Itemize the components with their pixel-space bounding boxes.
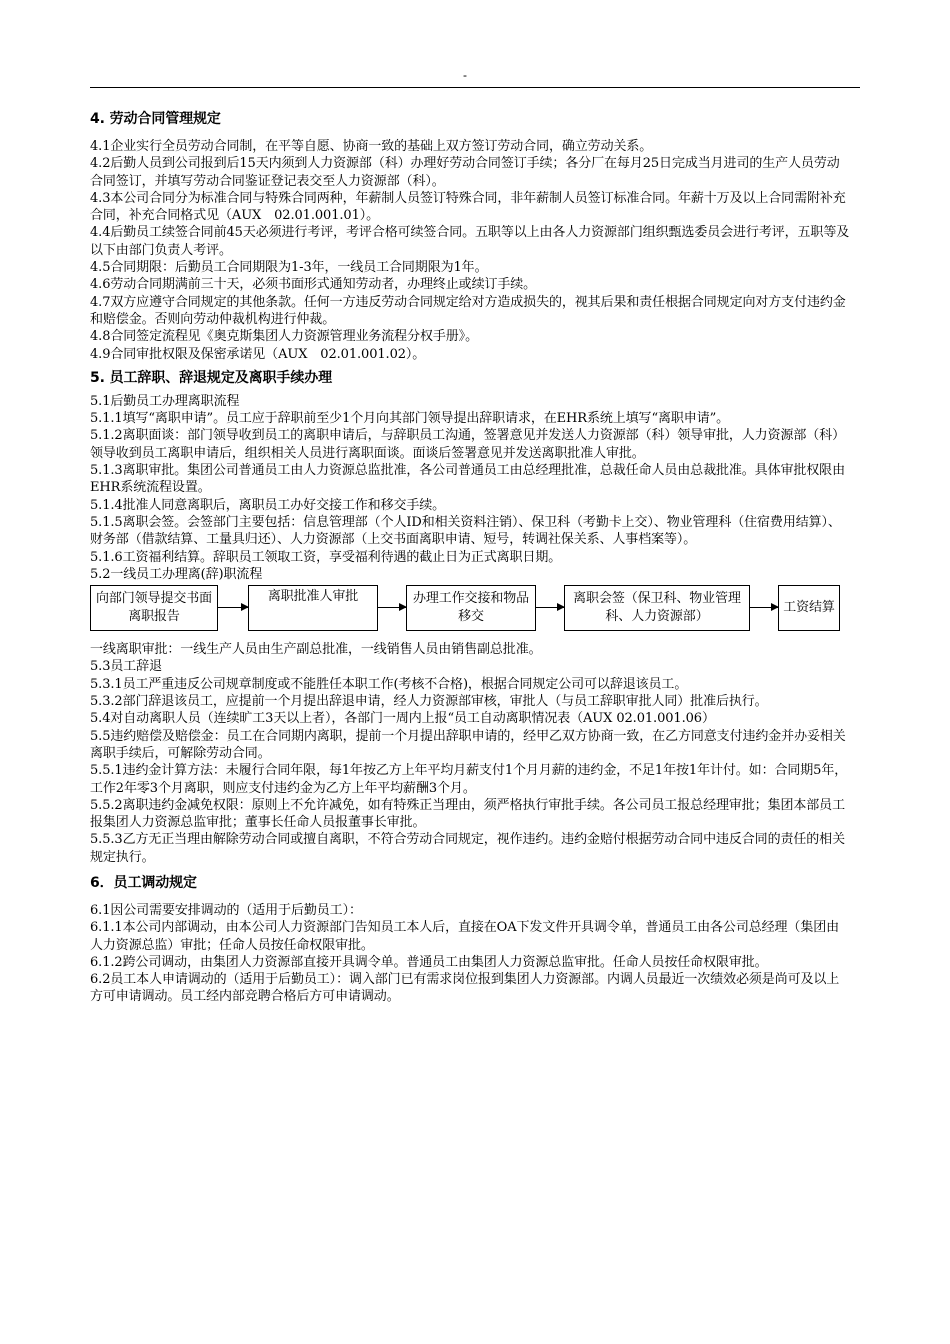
flow-arrow bbox=[750, 607, 778, 608]
paragraph-5-5-1: 5.5.1违约金计算方法：未履行合同年限，每1年按乙方上年平均月薪支付1个月月薪的违约金，不足1年按1年计付。如：合同期5年，工作2年零3个月离职，则应支付违约金为乙方上年平均薪酬3个月。 bbox=[90, 763, 848, 796]
flow-step-submit-report: 向部门领导提交书面离职报告 bbox=[90, 585, 218, 631]
paragraph-5-4: 5.4对自动离职人员（连续旷工3天以上者），各部门一周内上报“员工自动离职情况表（AUX 02.01.001.06） bbox=[90, 711, 715, 727]
paragraph-5-3-1: 5.3.1员工严重违反公司规章制度或不能胜任本职工作(考核不合格)，根据合同规定公司可以辞退该员工。 bbox=[90, 676, 688, 692]
paragraph-6-1: 6.1因公司需要安排调动的（适用于后勤员工）： bbox=[90, 902, 362, 918]
paragraph-5-2: 5.2一线员工办理离(辞)职流程 bbox=[90, 566, 263, 582]
paragraph-5-1-2: 5.1.2离职面谈：部门领导收到员工的离职申请后，与辞职员工沟通，签署意见并发送人力资源部（科）领导审批，人力资源部（科）领导收到员工离职申请后，组织相关人员进行离职面谈。面谈后签署意见并发送离职批准人审批。 bbox=[90, 428, 845, 461]
paragraph-5-1-1: 5.1.1填写“离职申请”。员工应于辞职前至少1个月向其部门领导提出辞职请求，在EHR系统上填写“离职申请”。 bbox=[90, 411, 730, 427]
flow-arrow bbox=[378, 607, 406, 608]
paragraph-4-7: 4.7双方应遵守合同规定的其他条款。任何一方违反劳动合同规定给对方造成损失的，视其后果和责任根据合同规定向对方支付违约金和赔偿金。否则向劳动仲裁机构进行仲裁。 bbox=[90, 294, 846, 327]
paragraph-5-5-3: 5.5.3乙方无正当理由解除劳动合同或擅自离职，不符合劳动合同规定，视作违约。违约金赔付根据劳动合同中违反合同的责任的相关规定执行。 bbox=[90, 832, 845, 865]
section-heading-5: 5. 员工辞职、辞退规定及离职手续办理 bbox=[90, 369, 333, 386]
paragraph-6-1-1: 6.1.1本公司内部调动，由本公司人力资源部门告知员工本人后，直接在OA下发文件开具调令单，普通员工由各公司总经理（集团由人力资源总监）审批；任命人员按任命权限审批。 bbox=[90, 920, 840, 953]
paragraph-4-5: 4.5合同期限：后勤员工合同期限为1-3年，一线员工合同期限为1年。 bbox=[90, 260, 488, 276]
paragraph-5-1-4: 5.1.4批准人同意离职后，离职员工办好交接工作和移交手续。 bbox=[90, 497, 446, 513]
flow-arrow bbox=[536, 607, 564, 608]
paragraph-4-2: 4.2后勤人员到公司报到后15天内须到人力资源部（科）办理好劳动合同签订手续；各分厂在每月25日完成当月进司的生产人员劳动合同签订，并填写劳动合同鉴证登记表交至人力资源部（科）。 bbox=[90, 156, 840, 189]
paragraph-5-1-6: 5.1.6工资福利结算。辞职员工领取工资，享受福利待遇的截止日为正式离职日期。 bbox=[90, 549, 562, 565]
paragraph-6-2: 6.2员工本人申请调动的（适用于后勤员工）：调入部门已有需求岗位报到集团人力资源部。内调人员最近一次绩效必须是尚可及以上方可申请调动。员工经内部竞聘合格后方可申请调动。 bbox=[90, 972, 840, 1005]
paragraph-5-3-2: 5.3.2部门辞退该员工，应提前一个月提出辞退申请，经人力资源部审核，审批人（与员工辞职审批人同）批准后执行。 bbox=[90, 694, 768, 710]
paragraph-5-1-5: 5.1.5离职会签。会签部门主要包括：信息管理部（个人ID和相关资料注销）、保卫科（考勤卡上交）、物业管理科（住宿费用结算）、财务部（借款结算、工量具归还）、人力资源部（上交书面离职申请、短号，转调社保关系、人事档案等）。 bbox=[90, 514, 841, 548]
paragraph-4-9: 4.9合同审批权限及保密承诺见（AUX 02.01.001.02）。 bbox=[90, 346, 426, 362]
paragraph-4-3: 4.3本公司合同分为标准合同与特殊合同两种，年薪制人员签订特殊合同，非年薪制人员签订标准合同。年薪十万及以上合同需附补充合同，补充合同格式见（AUX 02.01.001.01）。 bbox=[90, 190, 846, 224]
document-body bbox=[90, 110, 850, 1006]
section-heading-6: 6．员工调动规定 bbox=[90, 874, 197, 891]
flow-arrow bbox=[218, 607, 248, 608]
paragraph-5-5: 5.5违约赔偿及赔偿金：员工在合同期内离职，提前一个月提出辞职申请的，经甲乙双方协商一致，在乙方同意支付违约金并办妥相关离职手续后，可解除劳动合同。 bbox=[90, 728, 846, 761]
flow-step-approval: 离职批准人审批 bbox=[248, 585, 378, 631]
section-heading-4: 4. 劳动合同管理规定 bbox=[90, 111, 221, 127]
paragraph-5-1-3: 5.1.3离职审批。集团公司普通员工由人力资源总监批准，各公司普通员工由总经理批准，总裁任命人员由总裁批准。具体审批权限由EHR系统流程设置。 bbox=[90, 463, 845, 496]
header-rule bbox=[90, 87, 860, 88]
paragraph-4-1: 4.1企业实行全员劳动合同制，在平等自愿、协商一致的基础上双方签订劳动合同，确立劳动关系。 bbox=[90, 139, 653, 154]
resignation-flowchart bbox=[90, 585, 850, 637]
flow-step-salary-settlement: 工资结算 bbox=[778, 585, 840, 631]
paragraph-5-5-2: 5.5.2离职违约金减免权限：原则上不允许减免，如有特殊正当理由，须严格执行审批手续。各公司员工报总经理审批；集团本部员工报集团人力资源总监审批；董事长任命人员报董事长审批。 bbox=[90, 797, 845, 831]
flow-step-countersign: 离职会签（保卫科、物业管理科、人力资源部） bbox=[564, 585, 750, 631]
paragraph-frontline-approval: 一线离职审批：一线生产人员由生产副总批准，一线销售人员由销售副总批准。 bbox=[90, 642, 542, 658]
paragraph-6-1-2: 6.1.2跨公司调动，由集团人力资源部直接开具调令单。普通员工由集团人力资源总监审批。任命人员按任命权限审批。 bbox=[90, 954, 768, 970]
paragraph-5-1: 5.1后勤员工办理离职流程 bbox=[90, 393, 240, 409]
paragraph-4-8: 4.8合同签定流程见《奥克斯集团人力资源管理业务流程分权手册》。 bbox=[90, 329, 478, 345]
flow-step-handover: 办理工作交接和物品移交 bbox=[406, 585, 536, 631]
header-mark: - bbox=[463, 68, 467, 82]
paragraph-4-6: 4.6劳动合同期满前三十天，必须书面形式通知劳动者，办理终止或续订手续。 bbox=[90, 277, 537, 293]
paragraph-5-3: 5.3员工辞退 bbox=[90, 659, 162, 675]
paragraph-4-4: 4.4后勤员工续签合同前45天必须进行考评，考评合格可续签合同。五职等以上由各人力资源部门组织甄选委员会进行考评，五职等及以下由部门负责人考评。 bbox=[90, 225, 850, 258]
